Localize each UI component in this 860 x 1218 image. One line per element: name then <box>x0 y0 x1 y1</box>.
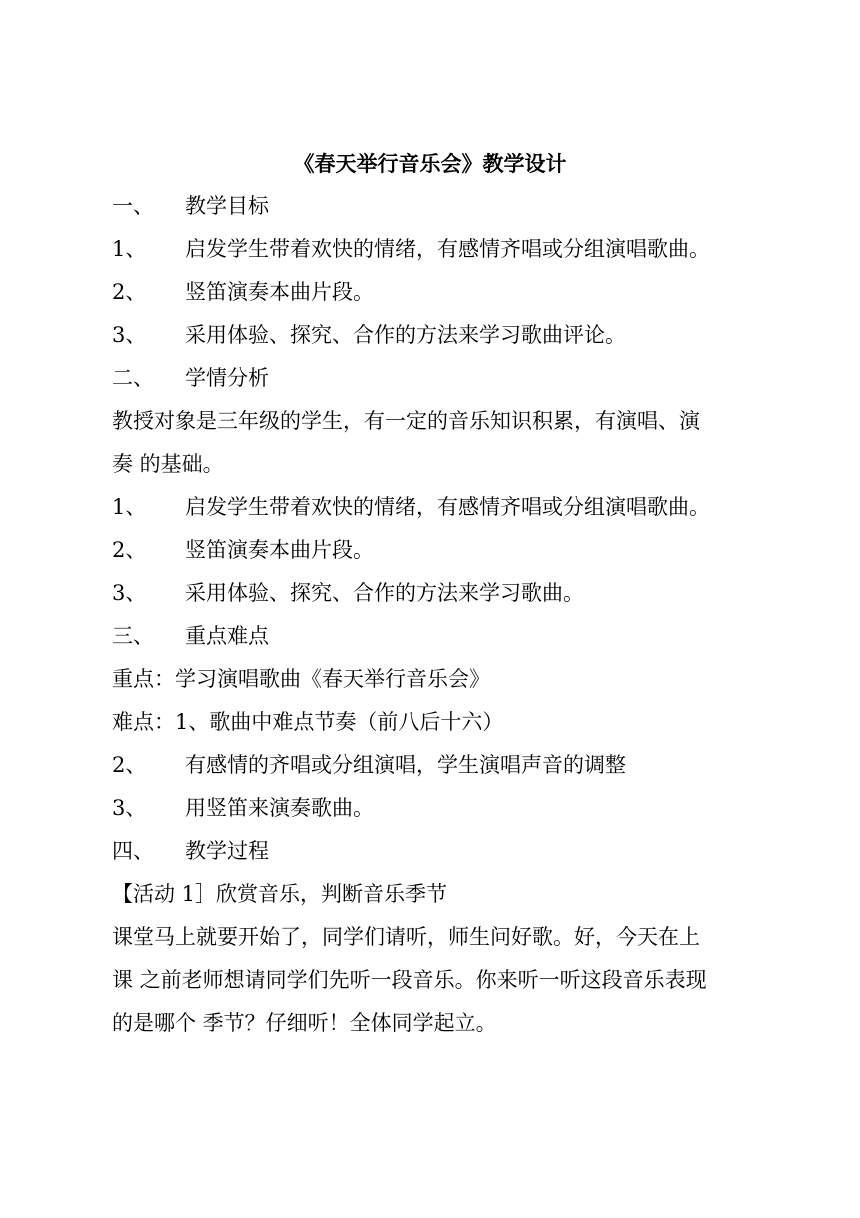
paragraph-line <box>112 401 752 441</box>
item-number: 二、 <box>112 366 154 390</box>
item-text: 难点：1、歌曲中难点节奏（前八后十六） <box>112 710 504 734</box>
list-item <box>112 745 752 785</box>
paragraph-line <box>112 659 752 699</box>
section-heading-2 <box>112 358 752 398</box>
paragraph-line: 的是哪个 季节？仔细听！全体同学起立。 <box>112 1011 497 1035</box>
item-number: 2、 <box>112 280 147 304</box>
list-item <box>112 315 752 355</box>
item-number: 一、 <box>112 194 154 218</box>
item-text: 教学目标 <box>185 194 269 218</box>
section-heading-1 <box>112 186 752 226</box>
item-text: 启发学生带着欢快的情绪，有感情齐唱或分组演唱歌曲。 <box>185 237 710 261</box>
item-text: 采用体验、探究、合作的方法来学习歌曲评论。 <box>185 323 626 347</box>
list-item <box>112 573 752 613</box>
item-text: 教学过程 <box>185 839 269 863</box>
item-text: 竖笛演奏本曲片段。 <box>185 280 374 304</box>
item-text: 启发学生带着欢快的情绪，有感情齐唱或分组演唱歌曲。 <box>185 495 710 519</box>
section-heading-4 <box>112 831 752 871</box>
list-item <box>112 530 752 570</box>
paragraph-line: 课 之前老师想请同学们先听一段音乐。你来听一听这段音乐表现 <box>112 968 707 992</box>
item-text: 重点：学习演唱歌曲《春天举行音乐会》 <box>112 667 490 691</box>
item-number: 3、 <box>112 581 147 605</box>
document-title: 《春天举行音乐会》教学设计 <box>293 151 567 176</box>
item-number: 2、 <box>112 753 147 777</box>
item-text: 教授对象是三年级的学生，有一定的音乐知识积累，有演唱、演 <box>112 409 700 433</box>
item-text: 采用体验、探究、合作的方法来学习歌曲。 <box>185 581 584 605</box>
item-text: 用竖笛来演奏歌曲。 <box>185 796 374 820</box>
list-item <box>112 229 752 269</box>
list-item <box>112 487 752 527</box>
paragraph-line <box>112 444 752 484</box>
paragraph-line <box>112 702 752 742</box>
item-text: 学情分析 <box>185 366 269 390</box>
item-number: 三、 <box>112 624 154 648</box>
item-number: 1、 <box>112 495 147 519</box>
item-text: 【活动 1］欣赏音乐，判断音乐季节 <box>112 882 448 906</box>
paragraph-line: 课堂马上就要开始了，同学们请听，师生问好歌。好，今天在上 <box>112 925 700 949</box>
item-text: 有感情的齐唱或分组演唱，学生演唱声音的调整 <box>185 753 626 777</box>
item-number: 3、 <box>112 323 147 347</box>
item-text: 竖笛演奏本曲片段。 <box>185 538 374 562</box>
list-item <box>112 272 752 312</box>
item-number: 1、 <box>112 237 147 261</box>
list-item <box>112 788 752 828</box>
item-text: 重点难点 <box>185 624 269 648</box>
section-heading-3 <box>112 616 752 656</box>
item-text: 奏 的基础。 <box>112 452 224 476</box>
item-number: 3、 <box>112 796 147 820</box>
activity-heading <box>112 874 752 914</box>
item-number: 四、 <box>112 839 154 863</box>
item-number: 2、 <box>112 538 147 562</box>
